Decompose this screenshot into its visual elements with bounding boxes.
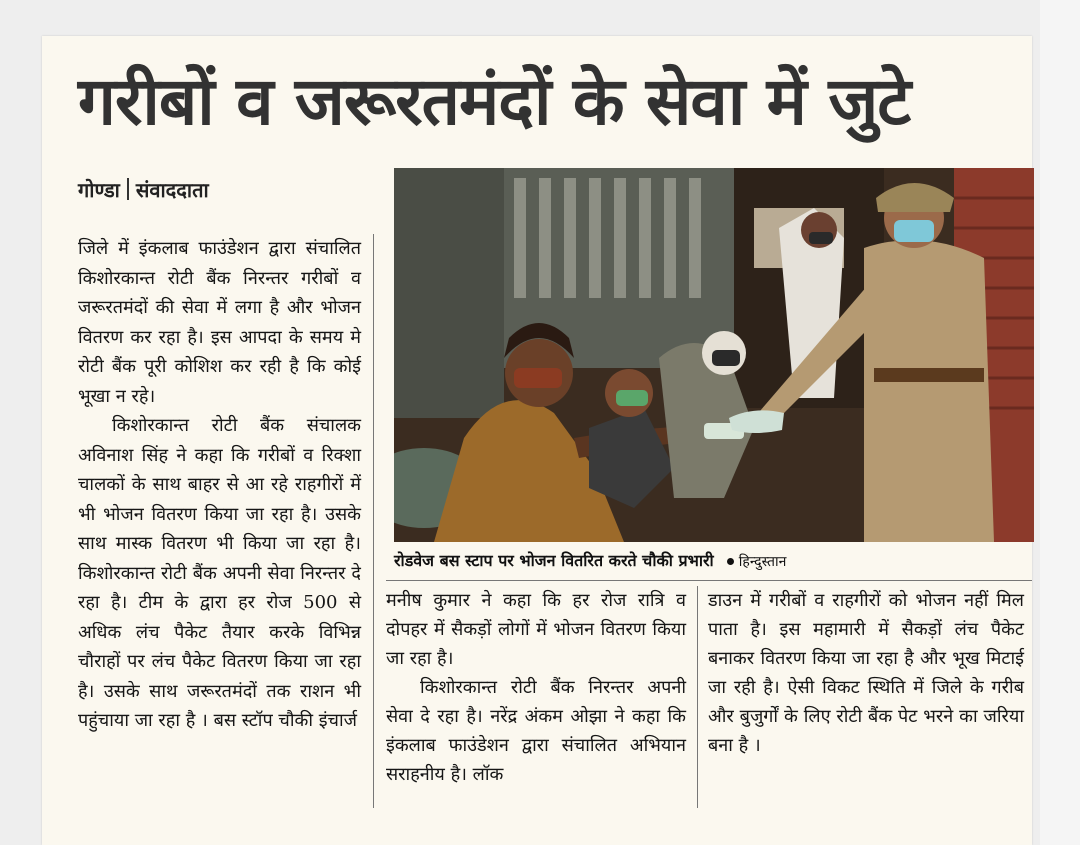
paragraph: जिले में इंकलाब फाउंडेशन द्वारा संचालित किशोरकान्त रोटी बैंक निरन्तर गरीबों व जरूरतमंदों की सेवा में लगा है और भोजन वितरण कर रहा है। इस आपदा के समय मे रोटी बैंक पूरी कोशिश कर रही है कि कोई भूखा न रहे। [78, 238, 361, 407]
news-photo [394, 168, 1034, 542]
bullet-icon [727, 558, 734, 565]
credit-text: हिन्दुस्तान [738, 554, 787, 570]
paragraph: किशोरकान्त रोटी बैंक संचालक अविनाश सिंह ने कहा कि गरीबों व रिक्शा चालकों के साथ बाहर से आ रहे राहगीरों में भी भोजन वितरण किया जा रहा है। उसके साथ मास्क वितरण भी किया जा रहा है। किशोरकान्त रोटी बैंक अपनी सेवा निरन्तर दे रहा है। टीम के द्वारा हर रोज 500 से अधिक लंच पैकेट तैयार करके विभिन्न चौराहों पर लंच पैकेट वितरण किया जा रहा है। उसके साथ जरूरतमंदों तक राशन भी पहुंचाया जा रहा है । बस स्टॉप चौकी इंचार्ज [78, 415, 361, 731]
photo-credit [727, 554, 787, 570]
byline-place: गोण्डा [78, 178, 120, 202]
caption-text: रोडवेज बस स्टाप पर भोजन वितरित करते चौकी प्रभारी [394, 551, 714, 570]
byline [78, 174, 209, 206]
photo-caption [394, 546, 1034, 576]
byline-reporter: संवाददाता [135, 178, 209, 202]
caption-rule [386, 580, 1032, 581]
column-divider [697, 586, 698, 808]
column-divider [373, 234, 374, 808]
paragraph: किशोरकान्त रोटी बैंक निरन्तर अपनी सेवा दे रहा है। नरेंद्र अंकम ओझा ने कहा कि इंकलाब फाउंडेशन द्वारा संचालित अभियान सराहनीय है। लॉक [386, 677, 686, 785]
byline-separator [127, 178, 129, 200]
article-column-3 [708, 586, 1024, 760]
article-column-2 [386, 586, 686, 789]
paragraph: मनीष कुमार ने कहा कि हर रोज रात्रि व दोपहर में सैकड़ों लोगों में भोजन वितरण किया जा रहा है। [386, 590, 686, 669]
photo-illustration [394, 168, 1034, 542]
paragraph: डाउन में गरीबों व राहगीरों को भोजन नहीं मिल पाता है। इस महामारी में सैकड़ों लंच पैकेट बनाकर वितरण किया जा रहा है और भूख मिटाई जा रही है। ऐसी विकट स्थिति में जिले के गरीब और बुजुर्गों के लिए रोटी बैंक पेट भरने का जरिया बना है । [708, 590, 1024, 756]
headline: गरीबों व जरूरतमंदों के सेवा में जुटे [78, 63, 911, 140]
article-column-1 [78, 234, 361, 736]
